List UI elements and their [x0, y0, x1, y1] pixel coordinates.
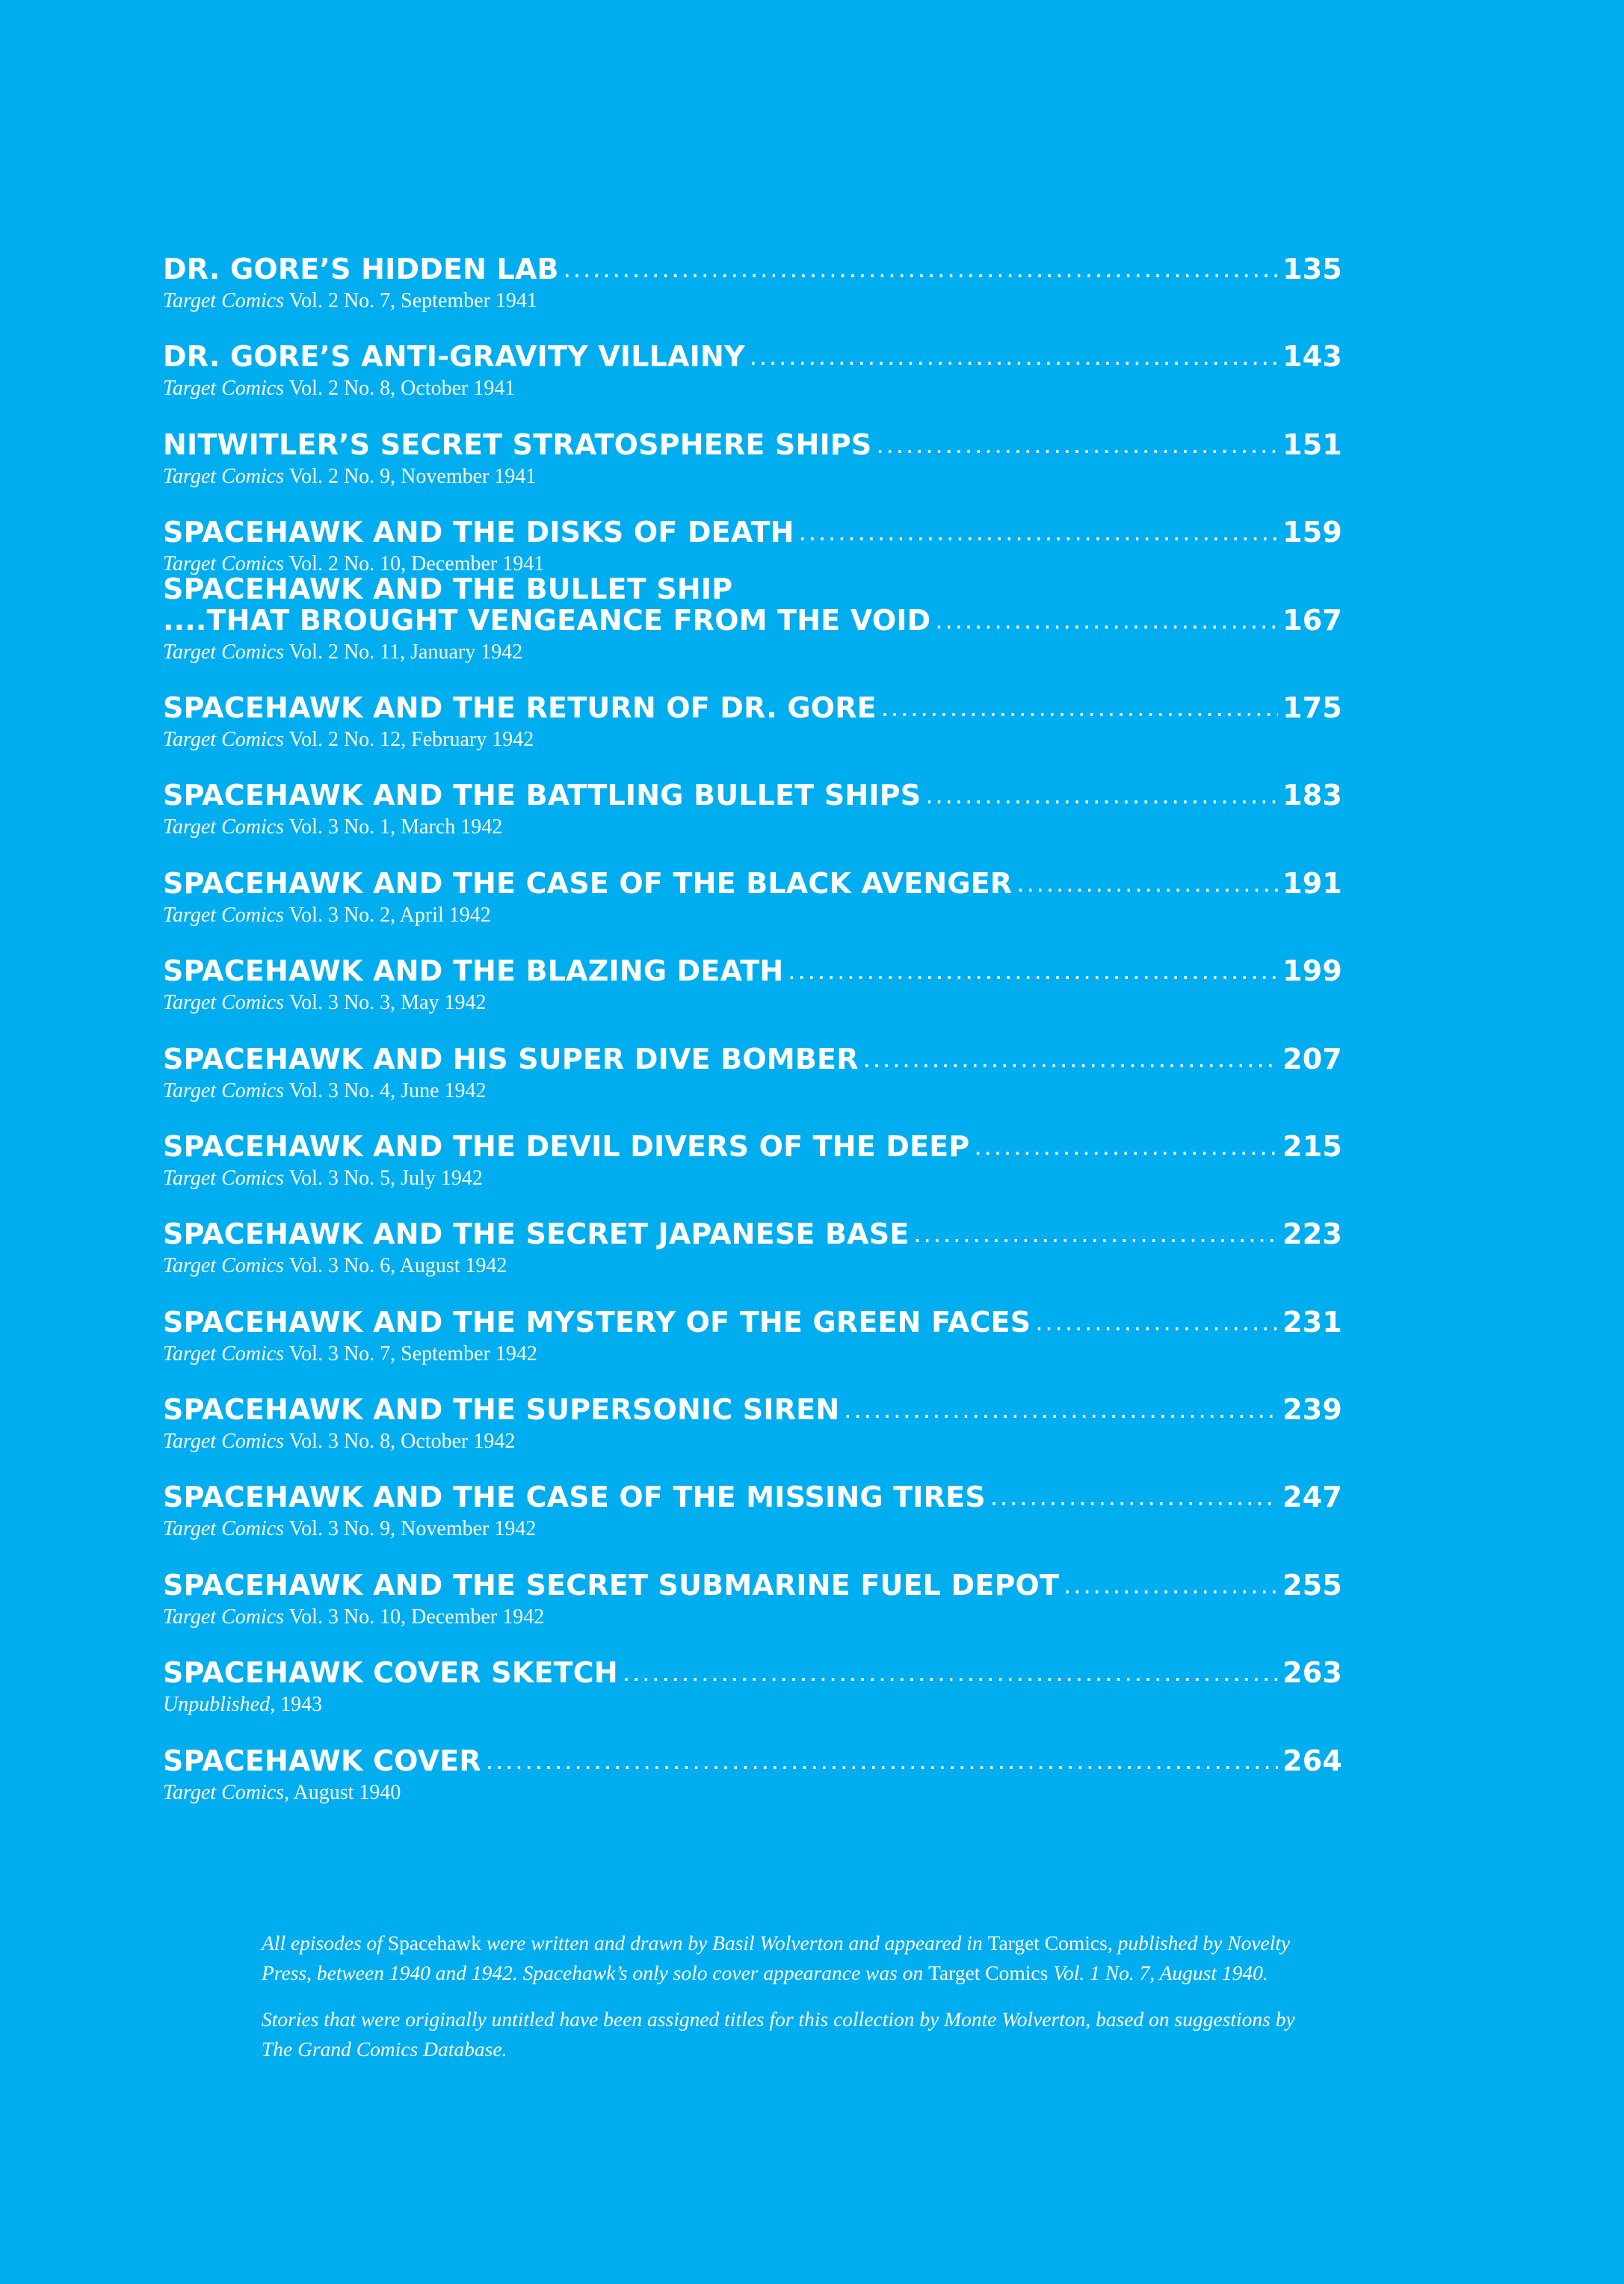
toc-entry-title: SPACEHAWK AND THE BLAZING DEATH [163, 954, 784, 988]
toc-entry-publication: Target Comics [163, 1342, 285, 1365]
toc-entry-source [163, 1166, 1342, 1191]
toc-entry-title: DR. GORE’S ANTI-GRAVITY VILLAINY [163, 340, 745, 374]
toc-entry-publication: Target Comics [163, 1078, 285, 1102]
toc-entry-title-line [163, 516, 1342, 550]
toc-entry [163, 340, 1342, 428]
toc-entry-page-number: 151 [1282, 428, 1342, 461]
toc-entry-publication: Target Comics [163, 1254, 285, 1278]
toc-entry-issue-details: Vol. 2 No. 12, February 1942 [284, 727, 534, 751]
notes-text-segment: All episodes of [262, 1931, 388, 1954]
toc-entry-page-number: 263 [1282, 1656, 1342, 1690]
toc-entry [163, 428, 1342, 516]
dot-leader [750, 340, 1278, 373]
notes-paragraph-1 [262, 1928, 1330, 1988]
toc-entry-page-number: 167 [1282, 603, 1342, 637]
toc-entry-page-number: 247 [1282, 1481, 1342, 1514]
toc-entry-title-line [163, 340, 1342, 374]
toc-entry-page-number: 159 [1282, 516, 1342, 549]
toc-entry-title-line [163, 1744, 1342, 1779]
dot-leader [863, 1043, 1278, 1075]
toc-entry-source [163, 1253, 1342, 1279]
toc-entry-issue-details: 1943 [275, 1693, 323, 1717]
toc-entry-page-number: 223 [1282, 1217, 1342, 1251]
dot-leader [975, 1130, 1279, 1163]
dot-leader [914, 1217, 1279, 1250]
toc-entry-source [163, 1780, 1342, 1806]
toc-entry-page-number: 135 [1282, 253, 1342, 286]
dot-leader [564, 253, 1278, 286]
dot-leader [788, 954, 1278, 987]
toc-entry-title-line [163, 428, 1342, 463]
toc-entry-title-line [163, 253, 1342, 287]
toc-entry [163, 1481, 1342, 1568]
toc-entry [163, 1043, 1342, 1130]
toc-entry-publication: Target Comics [163, 377, 285, 401]
toc-entry-issue-details: Vol. 2 No. 10, December 1941 [284, 552, 545, 576]
toc-entry [163, 574, 1342, 691]
toc-entry-publication: Target Comics [163, 640, 285, 664]
toc-entry-publication: Target Comics [163, 552, 285, 576]
toc-entry [163, 954, 1342, 1042]
toc-entry-title-line [163, 604, 1342, 638]
dot-leader [876, 428, 1278, 461]
toc-entry-issue-details: Vol. 3 No. 2, April 1942 [284, 903, 491, 927]
toc-entry-title-line [163, 1043, 1342, 1077]
toc-entry-title: SPACEHAWK AND THE DEVIL DIVERS OF THE DEEP [163, 1129, 970, 1163]
toc-entry-title: SPACEHAWK AND HIS SUPER DIVE BOMBER [163, 1042, 859, 1075]
toc-entry-title-line [163, 691, 1342, 726]
notes-text-segment: were written and drawn by Basil Wolverton and appeared in [481, 1931, 988, 1954]
toc-entry-title-line [163, 779, 1342, 813]
toc-entry-publication: Target Comics [163, 903, 285, 927]
toc-entry-page-number: 199 [1282, 954, 1342, 988]
toc-entry-title-line [163, 954, 1342, 989]
toc-entry-issue-details: Vol. 3 No. 6, August 1942 [284, 1254, 507, 1278]
toc-entry-title-line [163, 1217, 1342, 1252]
toc-entry [163, 1130, 1342, 1217]
toc-entry-title: SPACEHAWK COVER SKETCH [163, 1656, 618, 1690]
notes-text-segment: Spacehawk [387, 1931, 482, 1954]
toc-entry-publication: Target Comics [163, 1517, 285, 1541]
notes-paragraph-2: Stories that were originally untitled have been assigned titles for this collection by Monte Wolverton, based on suggestions by The Grand Comics Database. [262, 2007, 1295, 2061]
toc-entry-issue-details: Vol. 3 No. 9, November 1942 [284, 1517, 537, 1541]
notes-text-segment: Target Comics [987, 1931, 1108, 1954]
toc-entry-source [163, 1078, 1342, 1104]
toc-entry-title: SPACEHAWK AND THE RETURN OF DR. GORE [163, 691, 877, 724]
toc-entry-source [163, 288, 1342, 314]
dot-leader [881, 691, 1278, 724]
toc-entry-source [163, 1342, 1342, 1367]
toc-entry-title-line [163, 1130, 1342, 1164]
toc-entry-title-line [163, 1481, 1342, 1515]
toc-entry-source [163, 1516, 1342, 1542]
toc-entry-page-number: 255 [1282, 1568, 1342, 1602]
toc-entry-title: SPACEHAWK AND THE SECRET JAPANESE BASE [163, 1217, 910, 1251]
toc-entry-publication: Target Comics [163, 464, 285, 488]
toc-entry-title-line [163, 867, 1342, 901]
toc-entry-publication: Target Comics [163, 1430, 285, 1454]
dot-leader [486, 1744, 1278, 1777]
toc-entry-issue-details: August 1940 [289, 1780, 401, 1804]
toc-entry-source [163, 464, 1342, 490]
toc-entry-issue-details: Vol. 3 No. 5, July 1942 [284, 1166, 483, 1190]
toc-entry-source [163, 903, 1342, 928]
toc-entry-title: SPACEHAWK AND THE SECRET SUBMARINE FUEL DEPOT [163, 1568, 1060, 1602]
toc-entry [163, 779, 1342, 866]
toc-entry-source [163, 376, 1342, 401]
toc-entry [163, 1744, 1342, 1832]
toc-entry [163, 253, 1342, 340]
toc-entry-source [163, 1692, 1342, 1717]
toc-entry-page-number: 191 [1282, 866, 1342, 900]
table-of-contents [163, 253, 1342, 1832]
toc-entry-issue-details: Vol. 3 No. 10, December 1942 [284, 1605, 545, 1629]
toc-entry-page-number: 175 [1282, 691, 1342, 724]
dot-leader [1035, 1306, 1278, 1339]
toc-entry-title: SPACEHAWK AND THE BATTLING BULLET SHIPS [163, 779, 921, 812]
toc-entry-title: DR. GORE’S HIDDEN LAB [163, 253, 559, 286]
notes-text-segment: Vol. 1 No. 7, August 1940. [1048, 1961, 1268, 1984]
toc-entry-issue-details: Vol. 3 No. 3, May 1942 [284, 991, 487, 1015]
toc-entry [163, 867, 1342, 954]
dot-leader [1016, 867, 1278, 900]
toc-entry-publication: Target Comics, [163, 1780, 290, 1804]
toc-entry-publication: Target Comics [163, 1166, 285, 1190]
toc-entry-title-line [163, 1393, 1342, 1428]
toc-entry-title-line [163, 1569, 1342, 1603]
toc-entry-publication: Target Comics [163, 727, 285, 751]
toc-entry-issue-details: Vol. 2 No. 9, November 1941 [284, 464, 537, 488]
toc-entry-title: SPACEHAWK AND THE DISKS OF DEATH [163, 516, 794, 549]
toc-entry-page-number: 231 [1282, 1305, 1342, 1339]
toc-entry-page-number: 183 [1282, 779, 1342, 812]
toc-entry-source [163, 640, 1342, 665]
toc-entry-source [163, 1429, 1342, 1454]
toc-entry-title-line [163, 1306, 1342, 1340]
toc-entry-issue-details: Vol. 2 No. 7, September 1941 [284, 289, 537, 312]
toc-entry [163, 1306, 1342, 1393]
toc-entry-source [163, 727, 1342, 753]
toc-entry-publication: Unpublished, [163, 1693, 276, 1717]
toc-entry-page-number: 207 [1282, 1042, 1342, 1075]
toc-entry-title: SPACEHAWK COVER [163, 1744, 481, 1777]
toc-entry [163, 1656, 1342, 1744]
toc-entry-publication: Target Comics [163, 991, 285, 1015]
toc-entry-page-number: 239 [1282, 1393, 1342, 1427]
toc-entry [163, 1217, 1342, 1305]
toc-entry [163, 1393, 1342, 1481]
toc-entry-issue-details: Vol. 3 No. 4, June 1942 [284, 1078, 487, 1102]
toc-entry-title-first-line: SPACEHAWK AND THE BULLET SHIP [163, 572, 733, 605]
toc-entry-publication: Target Comics [163, 289, 285, 312]
dot-leader [925, 779, 1278, 812]
toc-entry-issue-details: Vol. 2 No. 8, October 1941 [284, 377, 516, 401]
toc-entry-publication: Target Comics [163, 815, 285, 839]
toc-entry-page-number: 143 [1282, 340, 1342, 374]
toc-entry [163, 691, 1342, 779]
notes-text-segment: Target Comics [928, 1961, 1049, 1984]
notes-text-segment: , published by Novelty Press, between 1940 and 1942. Spacehawk’s only solo cover appearance was on [262, 1931, 1291, 1984]
toc-entry-title: SPACEHAWK AND THE CASE OF THE BLACK AVENGER [163, 866, 1013, 900]
dot-leader [1063, 1569, 1278, 1602]
toc-entry-page-number: 215 [1282, 1129, 1342, 1163]
toc-entry-publication: Target Comics [163, 1605, 285, 1629]
dot-leader [623, 1656, 1278, 1689]
editorial-notes [262, 1928, 1330, 2081]
dot-leader [935, 604, 1278, 637]
toc-entry-title-line [163, 1656, 1342, 1691]
toc-entry-issue-details: Vol. 3 No. 1, March 1942 [284, 815, 503, 839]
dot-leader [990, 1481, 1278, 1513]
toc-entry-issue-details: Vol. 3 No. 8, October 1942 [284, 1430, 516, 1454]
toc-entry-source [163, 815, 1342, 840]
toc-entry-title: NITWITLER’S SECRET STRATOSPHERE SHIPS [163, 428, 872, 461]
dot-leader [844, 1393, 1278, 1426]
toc-entry-source [163, 1605, 1342, 1630]
toc-entry-source [163, 990, 1342, 1016]
toc-entry-title: SPACEHAWK AND THE MYSTERY OF THE GREEN FACES [163, 1305, 1031, 1339]
toc-entry-title: SPACEHAWK AND THE CASE OF THE MISSING TIRES [163, 1481, 986, 1514]
toc-entry-page-number: 264 [1282, 1744, 1342, 1777]
toc-entry-title: SPACEHAWK AND THE SUPERSONIC SIREN [163, 1393, 840, 1427]
toc-entry-title: ....THAT BROUGHT VENGEANCE FROM THE VOID [163, 603, 931, 637]
toc-entry-issue-details: Vol. 2 No. 11, January 1942 [284, 640, 523, 664]
toc-entry-issue-details: Vol. 3 No. 7, September 1942 [284, 1342, 537, 1365]
toc-entry [163, 1569, 1342, 1656]
dot-leader [799, 516, 1278, 549]
